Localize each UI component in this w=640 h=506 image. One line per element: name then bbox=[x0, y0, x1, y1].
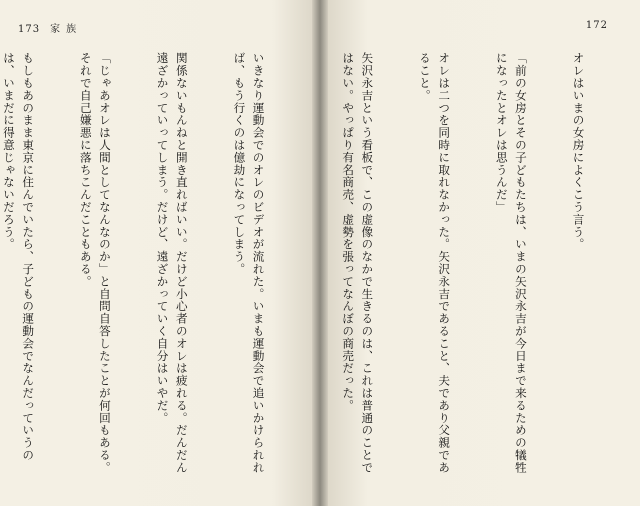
paragraph: オレは二つを同時に取れなかった。矢沢永吉であること、夫であり父親であること。 bbox=[417, 52, 452, 474]
paragraph: 「前の女房とその子どもたちは、いまの矢沢永吉が今日まで来るための犠牲になったとオレは思うんだ」 bbox=[494, 52, 528, 474]
left-page-body bbox=[1, 52, 306, 482]
paragraph: 「じゃあオレは人間としてなんなのか」と自問自答したことが何回もある。それで自己嫌悪に落ちこんだこともある。 bbox=[78, 52, 112, 474]
right-page bbox=[320, 0, 640, 506]
paragraph: オレはいまの女房によくこう言う。 bbox=[571, 52, 586, 251]
right-page-number: 172 bbox=[585, 20, 608, 31]
paragraph: 矢沢永吉という看板で、この虚像のなかで生きるのは、これは普通のことではない。やっぱり有名商売、虚勢を張ってなんぼの商売だった。 bbox=[341, 52, 375, 474]
paragraph: もしもあのまま東京に住んでいたら、子どもの運動会でなんだっていうのは、いまだに得意じゃないだろう。 bbox=[1, 52, 36, 462]
right-page-body bbox=[336, 52, 626, 482]
running-title: 家族 bbox=[50, 24, 83, 35]
left-page-header bbox=[18, 20, 82, 35]
left-page-number: 173 bbox=[18, 24, 41, 35]
right-page-header bbox=[586, 20, 618, 31]
paragraph: いきなり運動会でのオレのビデオが流れた。いまも運動会で追いかけられれば、もう行くのは億劫になってしまう。 bbox=[232, 52, 266, 474]
paragraph: 関係ないもんねと開き直ればいい。だけど小心者のオレは疲れる。だんだん遠ざかっていってしまう。だけど、遠ざかっていく自分はいやだ。 bbox=[155, 52, 189, 474]
book-gutter bbox=[312, 0, 328, 506]
